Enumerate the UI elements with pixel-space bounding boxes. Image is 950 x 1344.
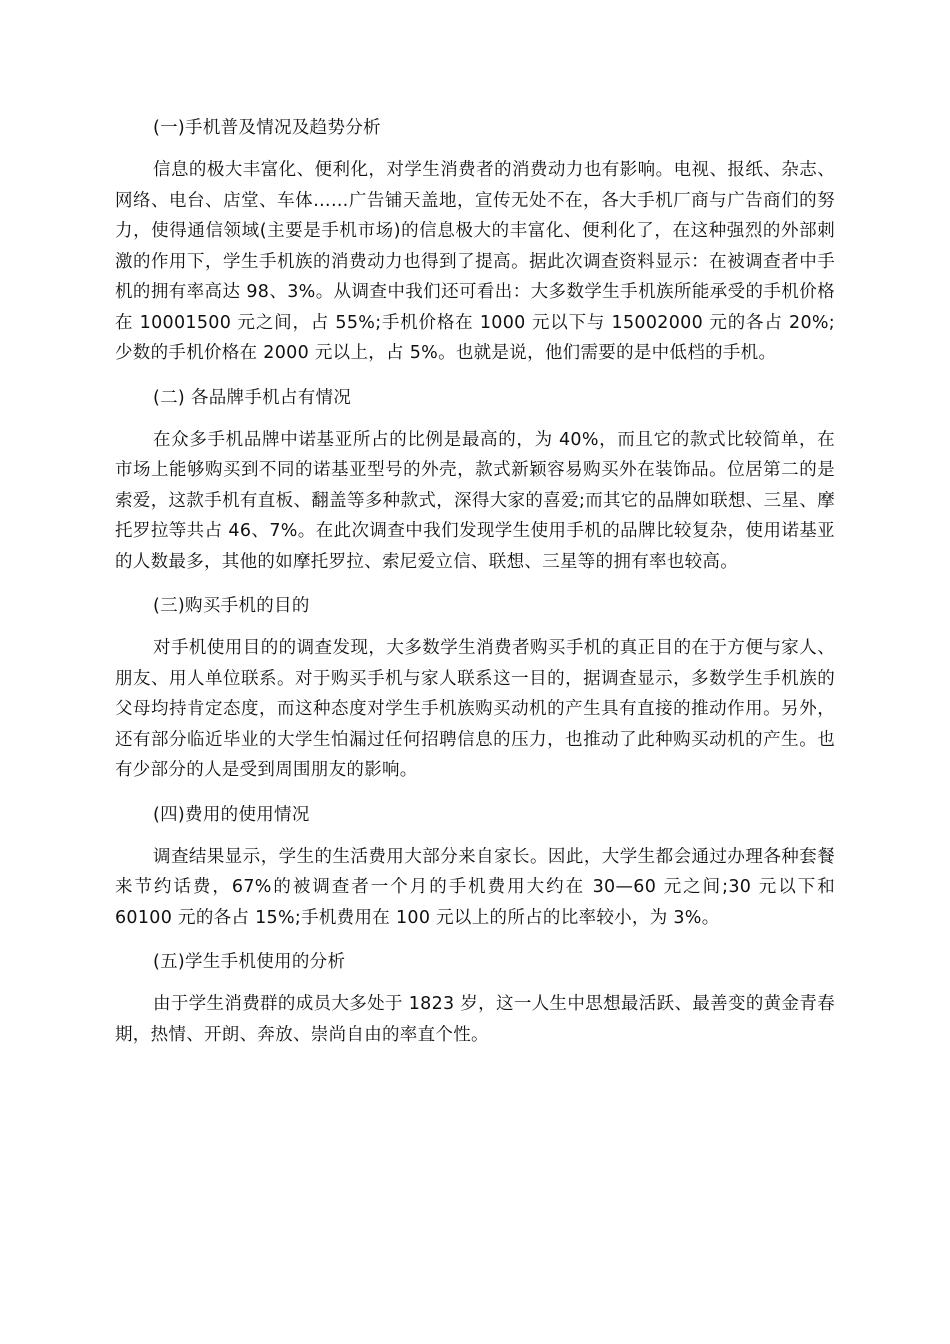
document-body <box>115 112 835 1063</box>
section-paragraph-5: 由于学生消费群的成员大多处于 1823 岁，这一人生中思想最活跃、最善变的黄金青春期，热情、开朗、奔放、崇尚自由的率直个性。 <box>115 994 835 1045</box>
section-paragraph-1: 信息的极大丰富化、便利化，对学生消费者的消费动力也有影响。电视、报纸、杂志、网络、电台、店堂、车体……广告铺天盖地，宣传无处不在，各大手机厂商与广告商们的努力，使得通信领域(主要是手机市场)的信息极大的丰富化、便利化了，在这种强烈的外部刺激的作用下，学生手机族的消费动力也得到了提高。据此次调查资料显示：在被调查者中手机的拥有率高达 98、3%。从调查中我们还可看出：大多数学生手机族所能承受的手机价格在 10001500 元之间，占 55%;手机价格在 1000 元以下与 15002000 元的各占 20%;少数的手机价格在 2000 元以上，占 5%。也就是说，他们需要的是中低档的手机。 <box>115 160 835 363</box>
section-paragraph-3: 对手机使用目的的调查发现，大多数学生消费者购买手机的真正目的在于方便与家人、朋友、用人单位联系。对于购买手机与家人联系这一目的，据调查显示，多数学生手机族的父母均持肯定态度，而这种态度对学生手机族购买动机的产生具有直接的推动作用。另外，还有部分临近毕业的大学生怕漏过任何招聘信息的压力，也推动了此种购买动机的产生。也有少部分的人是受到周围朋友的影响。 <box>115 638 835 780</box>
section-paragraph-4: 调查结果显示，学生的生活费用大部分来自家长。因此，大学生都会通过办理各种套餐来节约话费，67%的被调查者一个月的手机费用大约在 30—60 元之间;30 元以下和 60100 元的各占 15%;手机费用在 100 元以上的所占的比率较小，为 3%。 <box>115 846 835 928</box>
section-paragraph-2: 在众多手机品牌中诺基亚所占的比例是最高的，为 40%，而且它的款式比较简单，在市场上能够购买到不同的诺基亚型号的外壳，款式新颖容易购买外在装饰品。位居第二的是索爱，这款手机有直板、翻盖等多种款式，深得大家的喜爱;而其它的品牌如联想、三星、摩托罗拉等共占 46、7%。在此次调查中我们发现学生使用手机的品牌比较复杂，使用诺基亚的人数最多，其他的如摩托罗拉、索尼爱立信、联想、三星等的拥有率也较高。 <box>115 429 835 572</box>
section-heading-2: (二) 各品牌手机占有情况 <box>153 387 352 408</box>
section-heading-5: (五)学生手机使用的分析 <box>153 952 346 972</box>
section-heading-1: (一)手机普及情况及趋势分析 <box>153 118 381 138</box>
section-heading-3: (三)购买手机的目的 <box>153 596 310 616</box>
section-heading-4: (四)费用的使用情况 <box>153 804 310 825</box>
